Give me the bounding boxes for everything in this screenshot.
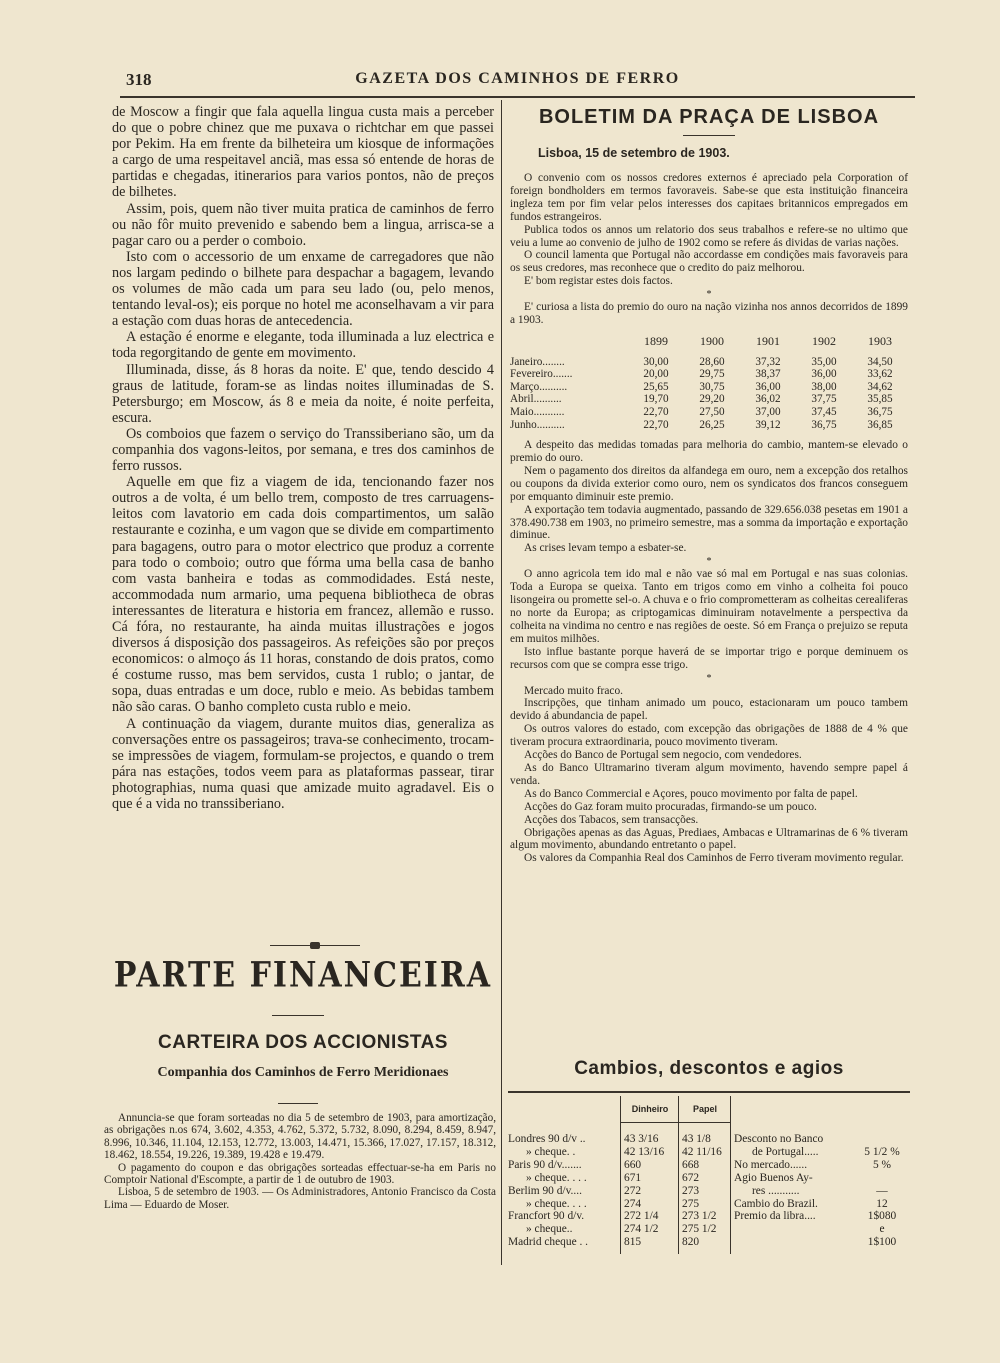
section-rule xyxy=(278,1103,318,1104)
section-star: * xyxy=(706,556,712,568)
dinheiro-value: 671 xyxy=(624,1171,642,1184)
exchange-place: Francfort 90 d/v. xyxy=(508,1210,585,1223)
article-paragraph: Isto com o accessorio de um enxame de carregadores que não nos largam pedindo o bilhete para despachar a bagagem, levando os volumes de mão cada um para seu lado (ou, pelo menos, tentando leval-os); eis porque no hotel me aconselhavam a vir para a estação com duas horas de antecedencia. xyxy=(112,248,494,330)
section-rule xyxy=(272,1015,324,1016)
month-label: Maio........... xyxy=(510,405,565,418)
table-cell: 35,85 xyxy=(867,393,893,406)
table-top-rule xyxy=(508,1091,910,1093)
article-paragraph: de Moscow a fingir que fala aquella lingua custa mais a perceber do que o pobre chinez que me puxava o richtchar em que passei por Pekim. Ha em frente da bilheteira um kiosque de informações a cargo de uma respeitavel anciã, mas essa só entende de horas de partidas e chegadas, itinerarios para varios pontos, não de preços de bilhetes. xyxy=(112,104,494,201)
ornament-divider xyxy=(270,940,360,952)
table-cell: 39,12 xyxy=(755,418,781,431)
boletim-paragraph: As do Banco Commercial e Açores, pouco movimento por falta de papel. xyxy=(524,787,858,800)
dinheiro-value: 43 3/16 xyxy=(624,1133,659,1145)
table-cell: 33,62 xyxy=(867,368,893,381)
article-paragraph: A estação é enorme e elegante, toda illuminada a luz electrica e toda regorgitando de gente em movimento. xyxy=(112,329,494,362)
rate-value xyxy=(854,1133,910,1146)
table-cell: 22,70 xyxy=(643,418,669,431)
table-header-row xyxy=(510,335,908,356)
table-cell: 37,00 xyxy=(755,405,781,418)
article-paragraph: Os comboios que fazem o serviço do Transsiberiano são, um da companhia dos vagons-leitos, por semana, e tres dos caminhos de ferro russos. xyxy=(112,425,494,475)
parte-financeira-heading: PARTE FINANCEIRA xyxy=(113,955,493,996)
section-star: * xyxy=(706,672,712,684)
papel-value: 275 xyxy=(682,1197,700,1210)
table-cell: 19,70 xyxy=(643,393,669,406)
table-cell: 37,45 xyxy=(811,405,837,418)
papel-value: 820 xyxy=(682,1236,700,1249)
dinheiro-column xyxy=(624,1133,674,1249)
boletim-paragraph: E' curiosa a lista do premio do ouro na nação vizinha nos annos decorridos de 1899 a 1903. xyxy=(510,301,908,327)
table-row xyxy=(510,368,908,381)
article-paragraph: Assim, pois, quem não tiver muita pratica de caminhos de ferro ou não fôr muito prevenido e sabendo bem a lingua, arrisca-se a pagar caro ou a perder o comboio. xyxy=(112,200,494,249)
papel-value: 672 xyxy=(682,1171,700,1184)
exchange-place: Londres 90 d/v .. xyxy=(508,1133,586,1145)
article-paragraph: Aquelle em que fiz a viagem de ida, tencionando fazer nos outros a de volta, é um bello trem, composto de tres carruagens-leitos com lavatorio em cada dois compartimentos, um salão restaurante e cozinha, e um vagon que se divide em compartimento para bagagens, outro para o motor electrico que produz a corrente para todo o comboio; outro que fórma uma bella casa de banho com vasta banheira e todas as commodidades. Está neste, accommodada num armario, uma pequena bibliotheca de obras interessantes de literatura e historia em francez, allemão e russo. Cá fóra, no restaurante, ha ainda muitas illustrações e jogos diversos á disposição dos passageiros. As refeições são por preços economicos: o almoço ás 11 horas, constando de dois pratos, como é costume russo, mas bem servidos, custa 1 rublo; o jantar, de sopa, duas entradas e um doce, rublo e meio. As bebidas tambem não são caras. O banho completo custa rublo e meio. xyxy=(112,474,494,716)
section-rule xyxy=(683,135,735,136)
boletim-paragraph: A exportação tem todavia augmentado, passando de 329.656.038 pesetas em 1901 a 378.490.738 em 1903, no primeiro semestre, mas a somma da importação e exportação diminue. xyxy=(510,503,908,542)
year-header: 1901 xyxy=(756,333,780,348)
boletim-paragraph: Obrigações apenas as das Aguas, Prediaes, Ambacas e Ultramarinas de 6 % tiveram algum movimento, abundando entretanto o papel. xyxy=(510,826,908,852)
table-cell: 37,75 xyxy=(811,393,837,406)
sorteio-announcement xyxy=(104,1112,496,1211)
table-cell: 38,00 xyxy=(811,380,837,393)
rate-value: e xyxy=(879,1223,885,1236)
rate-label: Desconto no Banco xyxy=(734,1133,824,1145)
boletim-paragraph: Os outros valores do estado, com excepção das obrigações de 1888 de 4 % que tiveram procura extraordinaria, pouco movimento tiveram. xyxy=(510,723,908,749)
boletim-paragraph: O anno agricola tem ido mal e não vae só mal em Portugal e nas suas colonias. Toda a Europa se queixa. Tanto em trigos como em vinho a colheita foi pouco lisongeira ou promette sel-o. A chuva e o frio comprometteram as colheitas cerealiferas no norte da Europa; as criptogamicas diminuiram notavelmente a perspectiva da colheita na vindima no centro e nas regiões de oeste. Só em França o prejuizo se reputa em muitos milhões. xyxy=(510,568,908,645)
exchange-place: » cheque. . . . xyxy=(526,1197,587,1210)
boletim-paragraph: As do Banco Ultramarino tiveram algum movimento, havendo sempre papel á venda. xyxy=(510,761,908,787)
papel-column xyxy=(682,1133,736,1249)
table-vertical-rule xyxy=(620,1096,621,1254)
table-cell: 36,75 xyxy=(867,405,893,418)
exchange-place: Berlim 90 d/v.... xyxy=(508,1184,582,1197)
month-label: Junho.......... xyxy=(510,418,565,431)
boletim-paragraph: Acções do Gaz foram muito procuradas, firmando-se um pouco. xyxy=(524,800,817,813)
exchange-rates-table xyxy=(508,1096,910,1254)
rate-label: Premio da libra.... xyxy=(734,1210,816,1223)
table-cell: 27,50 xyxy=(699,405,725,418)
travel-article xyxy=(112,104,494,812)
papel-value: 42 11/16 xyxy=(682,1145,722,1158)
section-star: * xyxy=(706,289,712,301)
rate-label: Agio Buenos Ay- xyxy=(734,1171,813,1184)
dinheiro-header: Dinheiro xyxy=(631,1104,669,1114)
rate-value: 5 1/2 % xyxy=(864,1145,900,1158)
papel-value: 668 xyxy=(682,1158,700,1171)
table-cell: 28,60 xyxy=(699,355,725,368)
announcement-paragraph: O pagamento do coupon e das obrigações sorteadas effectuar-se-ha em Paris no Comptoir National d'Escompte, a partir de 1 de outubro de 1903. xyxy=(104,1161,496,1187)
boletim-paragraph: A despeito das medidas tomadas para melhoria do cambio, mantem-se elevado o premio do ouro. xyxy=(510,439,908,465)
table-header-rule xyxy=(620,1122,730,1123)
exchange-place: Madrid cheque . . xyxy=(508,1236,589,1249)
table-cell: 36,85 xyxy=(867,418,893,431)
boletim-title: BOLETIM DA PRAÇA DE LISBOA xyxy=(538,106,880,128)
company-heading: Companhia dos Caminhos de Ferro Meridionaes xyxy=(157,1065,449,1080)
exchange-places xyxy=(508,1133,616,1249)
papel-header: Papel xyxy=(692,1104,717,1114)
table-cell: 36,00 xyxy=(755,380,781,393)
table-cell: 26,25 xyxy=(699,418,725,431)
rate-value: 1$100 xyxy=(867,1236,897,1249)
table-vertical-rule xyxy=(678,1096,679,1254)
running-header xyxy=(120,66,915,98)
year-header: 1900 xyxy=(700,333,724,348)
papel-value: 43 1/8 xyxy=(682,1133,711,1145)
boletim-paragraph: O convenio com os nossos credores externos é apreciado pela Corporation of foreign bondholders em termos favoraveis. Sabe-se que esta instituição financeira ingleza tem por fim velar pelos interesses dos capitaes britannicos empregados em fundos estrangeiros. xyxy=(510,172,908,223)
papel-value: 275 1/2 xyxy=(682,1223,717,1236)
table-cell: 34,50 xyxy=(867,355,893,368)
publication-title: GAZETA DOS CAMINHOS DE FERRO xyxy=(355,70,680,87)
boletim-paragraph: Nem o pagamento dos direitos da alfandega em ouro, nem a excepção dos retalhos ou coupons da divida exterior como ouro, nem os syndicatos dos francos conseguem por emquanto diminuir este premio. xyxy=(510,464,908,503)
table-cell: 35,00 xyxy=(811,355,837,368)
boletim-paragraph: O council lamenta que Portugal não accordasse em condições mais favoraveis para os seus credores, mas reconhece que o credito do paiz melhorou. xyxy=(510,249,908,275)
cambios-heading: Cambios, descontos e agios xyxy=(574,1058,844,1079)
month-label: Março.......... xyxy=(510,380,568,393)
table-row xyxy=(510,419,908,432)
table-cell: 37,32 xyxy=(755,355,781,368)
papel-value: 273 xyxy=(682,1184,700,1197)
month-label: Janeiro........ xyxy=(510,355,565,368)
boletim-paragraph: Isto influe bastante porque haverá de se importar trigo e porque deminuem os recursos com que se compra esse trigo. xyxy=(510,645,908,671)
boletim-paragraph: Publica todos os annos um relatorio dos seus trabalhos e refere-se no ultimo que veiu a lume ao convenio de julho de 1902 como se refere ás dividas de varias nações. xyxy=(510,223,908,249)
month-label: Fevereiro....... xyxy=(510,368,573,381)
table-cell: 22,70 xyxy=(643,405,669,418)
boletim-paragraph: As crises levam tempo a esbater-se. xyxy=(524,542,687,555)
article-paragraph: A continuação da viagem, durante muitos dias, generaliza as conversações entre os passageiros; trava-se conhecimento, trocam-se impressões de viagem, formulam-se projectos, e quando o trem pára nas estações, todos veem para as plataformas passear, tirar photographias, numa quasi que amizade muito agradavel. Eis o que é a vida no transsiberiano. xyxy=(112,715,494,813)
table-row xyxy=(510,356,908,369)
dinheiro-value: 42 13/16 xyxy=(624,1145,665,1158)
exchange-place: Paris 90 d/v....... xyxy=(508,1158,582,1171)
dinheiro-value: 274 xyxy=(624,1197,642,1210)
table-row xyxy=(510,406,908,419)
rate-value xyxy=(854,1172,910,1185)
rate-label: No mercado...... xyxy=(734,1158,808,1171)
rate-label: res ........... xyxy=(752,1184,800,1197)
table-cell: 30,00 xyxy=(643,355,669,368)
table-cell: 36,75 xyxy=(811,418,837,431)
table-cell: 20,00 xyxy=(643,368,669,381)
boletim-paragraph: Acções do Banco de Portugal sem negocio, com vendedores. xyxy=(524,749,802,762)
rate-value: 5 % xyxy=(872,1158,892,1171)
papel-value: 273 1/2 xyxy=(682,1210,717,1223)
table-cell: 29,20 xyxy=(699,393,725,406)
dinheiro-value: 815 xyxy=(624,1236,642,1249)
rates-values xyxy=(854,1133,910,1249)
table-cell: 29,75 xyxy=(699,368,725,381)
dinheiro-value: 274 1/2 xyxy=(624,1223,659,1236)
table-cell: 30,75 xyxy=(699,380,725,393)
month-label: Abril.......... xyxy=(510,393,562,406)
rate-label: de Portugal..... xyxy=(752,1145,819,1158)
dinheiro-value: 272 xyxy=(624,1184,642,1197)
dinheiro-value: 660 xyxy=(624,1158,642,1171)
rate-value: — xyxy=(876,1184,888,1197)
table-cell: 34,62 xyxy=(867,380,893,393)
dinheiro-value: 272 1/4 xyxy=(624,1210,659,1223)
announcement-signature: Lisboa, 5 de setembro de 1903. — Os Administradores, Antonio Francisco da Costa Lima — Eduardo de Moser. xyxy=(104,1186,496,1211)
boletim-column xyxy=(510,104,908,865)
boletim-paragraph: E' bom registar estes dois factos. xyxy=(524,275,673,288)
year-header: 1902 xyxy=(812,333,836,348)
year-header: 1899 xyxy=(644,333,668,348)
column-divider xyxy=(501,100,502,1265)
boletim-paragraph: Acções dos Tabacos, sem transacções. xyxy=(524,813,699,826)
year-header: 1903 xyxy=(868,333,892,348)
exchange-place: » cheque.. xyxy=(526,1223,573,1236)
rate-value: 12 xyxy=(876,1197,888,1210)
rates-labels xyxy=(734,1133,852,1223)
exchange-place: » cheque. . xyxy=(526,1145,576,1158)
boletim-paragraph: Os valores da Companhia Real dos Caminhos de Ferro tiveram movimento regular. xyxy=(524,852,904,865)
table-cell: 25,65 xyxy=(643,380,669,393)
boletim-paragraph: Inscripções, que tinham animado um pouco, estacionaram um pouco tambem devido á abundancia de papel. xyxy=(510,697,908,723)
boletim-dateline: Lisboa, 15 de setembro de 1903. xyxy=(538,146,730,160)
carteira-heading: CARTEIRA DOS ACCIONISTAS xyxy=(158,1032,448,1053)
table-cell: 36,02 xyxy=(755,393,781,406)
rate-value: 1$080 xyxy=(867,1210,897,1223)
page-number: 318 xyxy=(126,70,152,89)
announcement-paragraph: Annuncia-se que foram sorteadas no dia 5 de setembro de 1903, para amortização, as obrigações n.os 674, 3.602, 4.353, 4.762, 5.372, 5.732, 8.090, 8.294, 8.459, 8.947, 8.996, 10.346, 11.104, 12.153, 12.772, 13.003, 14.471, 15.366, 17.027, 17.157, 18.312, 18.462, 18.554, 19.226, 19.389, 19.428 e 19.479. xyxy=(104,1112,496,1162)
table-cell: 36,00 xyxy=(811,368,837,381)
article-paragraph: Illuminada, disse, ás 8 horas da noite. E' que, tendo descido 4 graus de latitude, foram-se as lindas noites illuminadas de S. Petersburgo; em Moscow, ás 8 e meia da noite, é noite perfeita, escura. xyxy=(112,361,494,426)
rate-label: Cambio do Brazil. xyxy=(734,1197,818,1210)
table-row xyxy=(510,381,908,394)
table-row xyxy=(510,393,908,406)
gold-premium-table xyxy=(510,335,908,431)
table-cell: 38,37 xyxy=(755,368,781,381)
exchange-place: » cheque. . . . xyxy=(526,1171,587,1184)
boletim-paragraph: Mercado muito fraco. xyxy=(524,684,623,697)
